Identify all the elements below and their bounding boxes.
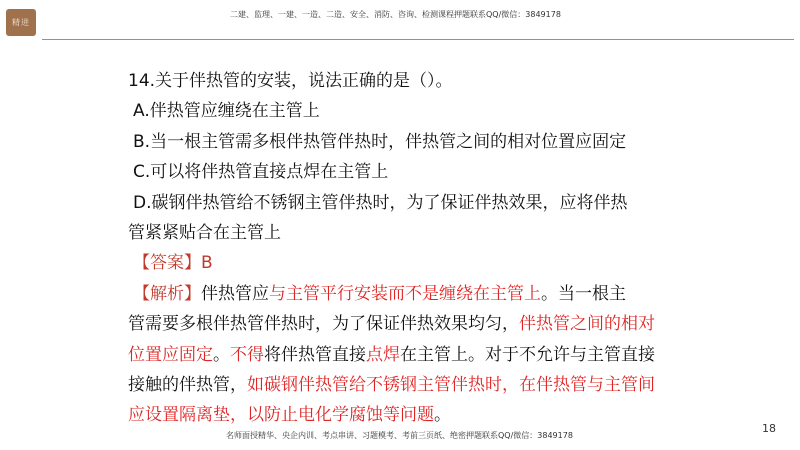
analysis-line-3 xyxy=(128,340,655,370)
analysis-highlight: 位置应固定 xyxy=(128,344,213,365)
answer-label: 【答案】 xyxy=(133,253,201,274)
analysis-highlight: 应设置隔离垫，以防止电化学腐蚀等问题 xyxy=(128,405,434,426)
option-d-continued: 管紧紧贴合在主管上 xyxy=(128,222,281,243)
analysis-text: 。 xyxy=(434,405,451,426)
analysis-text: 接触的伴热管， xyxy=(128,374,247,395)
logo-text: 精进 xyxy=(12,18,30,27)
analysis-text: 。 xyxy=(213,344,230,365)
slide-content xyxy=(128,66,655,431)
answer-line xyxy=(128,248,648,278)
header-divider xyxy=(42,39,794,40)
analysis-text: 将伴热管直接 xyxy=(264,344,366,365)
analysis-highlight: 点焊 xyxy=(366,344,400,365)
header-contact-text: 二建、监理、一建、一造、二造、安全、消防、咨询、检测课程押题联系QQ/微信：3849178 xyxy=(230,10,561,19)
page-number: 18 xyxy=(762,422,776,435)
analysis-text: 伴热管应 xyxy=(201,283,269,304)
logo xyxy=(6,9,36,36)
option-b: B.当一根主管需多根伴热管伴热时，伴热管之间的相对位置应固定 xyxy=(133,131,627,152)
analysis-text: 。当一根主 xyxy=(541,283,626,304)
analysis-highlight: 伴热管之间的相对 xyxy=(519,314,655,335)
analysis-highlight: 与主管平行安装而不是缠绕在主管上 xyxy=(269,283,541,304)
analysis-highlight: 如碳钢伴热管给不锈钢主管伴热时，在伴热管与主管间 xyxy=(247,374,655,395)
analysis-text: 管需要多根伴热管伴热时，为了保证伴热效果均匀， xyxy=(128,314,519,335)
analysis-text: 在主管上。对于不允许与主管直接 xyxy=(400,344,655,365)
analysis-line-4 xyxy=(128,370,655,400)
option-d: D.碳钢伴热管给不锈钢主管伴热时，为了保证伴热效果，应将伴热 xyxy=(133,192,628,213)
option-c: C.可以将伴热管直接点焊在主管上 xyxy=(133,162,389,183)
analysis-line-2 xyxy=(128,309,655,339)
analysis-line-1 xyxy=(128,279,648,309)
answer-value: B xyxy=(201,253,213,274)
analysis-line-5 xyxy=(128,400,648,430)
analysis-label: 【解析】 xyxy=(133,283,201,304)
footer-contact-text: 名师面授精华、央企内训、考点串讲、习题模考、考前三页纸、绝密押题联系QQ/微信：3849178 xyxy=(226,431,573,440)
analysis-highlight: 不得 xyxy=(230,344,264,365)
question-stem: 14.关于伴热管的安装，说法正确的是（）。 xyxy=(128,71,453,91)
option-a: A.伴热管应缠绕在主管上 xyxy=(133,101,320,122)
